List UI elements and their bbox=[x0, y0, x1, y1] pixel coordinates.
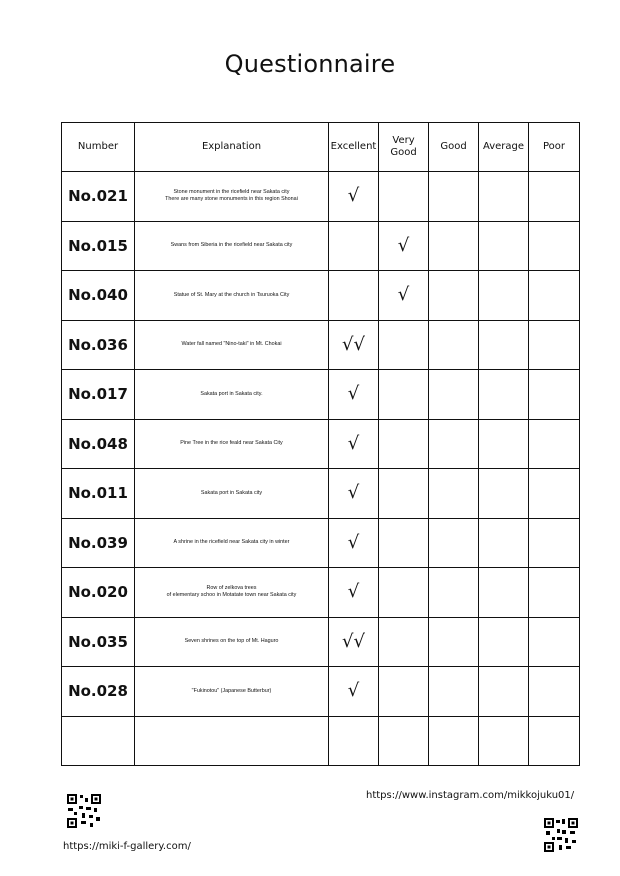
row-explanation bbox=[135, 518, 329, 568]
rating-poor-cell[interactable] bbox=[529, 469, 580, 519]
site-link[interactable]: https://miki-f-gallery.com/ bbox=[63, 841, 191, 852]
explanation-line-1: Pine Tree in the rice feald near Sakata City bbox=[180, 440, 283, 447]
rating-poor-cell[interactable] bbox=[529, 221, 580, 271]
questionnaire-table bbox=[61, 122, 580, 766]
table-row bbox=[62, 617, 580, 667]
rating-excellent-cell[interactable] bbox=[329, 716, 379, 766]
rating-good-cell[interactable] bbox=[429, 320, 479, 370]
header-number: Number bbox=[62, 123, 135, 172]
explanation-line-1: Stone monument in the ricefield near Sakata city bbox=[173, 189, 290, 196]
row-number: No.028 bbox=[62, 667, 135, 717]
explanation-line-1: Statue of St. Mary at the church in Tsuruoka City bbox=[173, 291, 290, 298]
rating-very-good-cell[interactable] bbox=[379, 320, 429, 370]
rating-good-cell[interactable] bbox=[429, 370, 479, 420]
rating-good-cell[interactable] bbox=[429, 568, 479, 618]
header-excellent: Excellent bbox=[329, 123, 379, 172]
rating-very-good-cell[interactable] bbox=[379, 568, 429, 618]
rating-excellent-cell[interactable]: √ bbox=[329, 172, 379, 222]
explanation-line-2: of elementary schoo in Motatate town near Sakata city bbox=[166, 592, 297, 599]
explanation-line-1: Sakata port in Sakata city bbox=[200, 489, 263, 496]
rating-excellent-cell[interactable] bbox=[329, 221, 379, 271]
header-very-good: Very Good bbox=[379, 123, 429, 172]
qr-code-site bbox=[66, 793, 102, 829]
table-row bbox=[62, 320, 580, 370]
instagram-link[interactable]: https://www.instagram.com/mikkojuku01/ bbox=[366, 790, 575, 801]
rating-very-good-cell[interactable] bbox=[379, 172, 429, 222]
table-row bbox=[62, 221, 580, 271]
rating-excellent-cell[interactable]: √√ bbox=[329, 617, 379, 667]
row-number: No.011 bbox=[62, 469, 135, 519]
rating-average-cell[interactable] bbox=[479, 271, 529, 321]
rating-excellent-cell[interactable]: √ bbox=[329, 568, 379, 618]
rating-average-cell[interactable] bbox=[479, 716, 529, 766]
row-number: No.015 bbox=[62, 221, 135, 271]
row-number: No.035 bbox=[62, 617, 135, 667]
rating-excellent-cell[interactable]: √ bbox=[329, 370, 379, 420]
rating-average-cell[interactable] bbox=[479, 469, 529, 519]
rating-excellent-cell[interactable]: √ bbox=[329, 667, 379, 717]
table-row bbox=[62, 667, 580, 717]
rating-poor-cell[interactable] bbox=[529, 716, 580, 766]
rating-poor-cell[interactable] bbox=[529, 320, 580, 370]
row-number: No.017 bbox=[62, 370, 135, 420]
explanation-line-1: Row of zelkova trees bbox=[206, 585, 257, 592]
table-row bbox=[62, 716, 580, 766]
table-row bbox=[62, 370, 580, 420]
rating-good-cell[interactable] bbox=[429, 172, 479, 222]
rating-poor-cell[interactable] bbox=[529, 617, 580, 667]
rating-average-cell[interactable] bbox=[479, 221, 529, 271]
row-number bbox=[62, 716, 135, 766]
rating-average-cell[interactable] bbox=[479, 568, 529, 618]
row-number: No.040 bbox=[62, 271, 135, 321]
rating-very-good-cell[interactable] bbox=[379, 469, 429, 519]
rating-average-cell[interactable] bbox=[479, 172, 529, 222]
rating-good-cell[interactable] bbox=[429, 469, 479, 519]
row-number: No.021 bbox=[62, 172, 135, 222]
table-row bbox=[62, 568, 580, 618]
rating-very-good-cell[interactable] bbox=[379, 370, 429, 420]
page-title: Questionnaire bbox=[224, 50, 396, 78]
rating-poor-cell[interactable] bbox=[529, 568, 580, 618]
rating-excellent-cell[interactable]: √ bbox=[329, 518, 379, 568]
rating-average-cell[interactable] bbox=[479, 370, 529, 420]
explanation-line-1: A shrine in the ricefield near Sakata city in winter bbox=[173, 539, 290, 546]
row-explanation bbox=[135, 617, 329, 667]
rating-good-cell[interactable] bbox=[429, 221, 479, 271]
header-row bbox=[62, 123, 580, 172]
rating-very-good-cell[interactable]: √ bbox=[379, 271, 429, 321]
explanation-line-1: Water fall named "Nino-taki" in Mt. Chokai bbox=[181, 341, 282, 348]
qr-code-instagram bbox=[543, 817, 579, 853]
table-row bbox=[62, 518, 580, 568]
table-row bbox=[62, 271, 580, 321]
table-row bbox=[62, 469, 580, 519]
header-average: Average bbox=[479, 123, 529, 172]
row-explanation bbox=[135, 172, 329, 222]
rating-good-cell[interactable] bbox=[429, 667, 479, 717]
row-explanation bbox=[135, 419, 329, 469]
row-explanation bbox=[135, 221, 329, 271]
rating-excellent-cell[interactable]: √√ bbox=[329, 320, 379, 370]
row-explanation bbox=[135, 667, 329, 717]
rating-poor-cell[interactable] bbox=[529, 271, 580, 321]
rating-very-good-cell[interactable] bbox=[379, 617, 429, 667]
rating-excellent-cell[interactable]: √ bbox=[329, 419, 379, 469]
table-row bbox=[62, 419, 580, 469]
rating-poor-cell[interactable] bbox=[529, 667, 580, 717]
rating-very-good-cell[interactable]: √ bbox=[379, 221, 429, 271]
header-explanation: Explanation bbox=[135, 123, 329, 172]
explanation-line-1: "Fukinotou" (Japanese Butterbur) bbox=[191, 687, 272, 694]
table-row bbox=[62, 172, 580, 222]
row-number: No.048 bbox=[62, 419, 135, 469]
rating-average-cell[interactable] bbox=[479, 518, 529, 568]
rating-poor-cell[interactable] bbox=[529, 518, 580, 568]
rating-good-cell[interactable] bbox=[429, 271, 479, 321]
rating-good-cell[interactable] bbox=[429, 716, 479, 766]
row-explanation bbox=[135, 271, 329, 321]
row-number: No.036 bbox=[62, 320, 135, 370]
rating-average-cell[interactable] bbox=[479, 667, 529, 717]
rating-average-cell[interactable] bbox=[479, 419, 529, 469]
row-explanation bbox=[135, 320, 329, 370]
row-explanation bbox=[135, 716, 329, 766]
header-good: Good bbox=[429, 123, 479, 172]
rating-poor-cell[interactable] bbox=[529, 419, 580, 469]
row-number: No.039 bbox=[62, 518, 135, 568]
row-explanation bbox=[135, 469, 329, 519]
explanation-line-1: Swans from Siberia in the ricefield near Sakata city bbox=[170, 242, 293, 249]
rating-average-cell[interactable] bbox=[479, 617, 529, 667]
rating-very-good-cell[interactable] bbox=[379, 716, 429, 766]
rating-average-cell[interactable] bbox=[479, 320, 529, 370]
rating-very-good-cell[interactable] bbox=[379, 419, 429, 469]
row-number: No.020 bbox=[62, 568, 135, 618]
rating-very-good-cell[interactable] bbox=[379, 667, 429, 717]
explanation-line-1: Seven shrines on the top of Mt. Haguro bbox=[184, 638, 279, 645]
rating-poor-cell[interactable] bbox=[529, 172, 580, 222]
rating-good-cell[interactable] bbox=[429, 419, 479, 469]
rating-excellent-cell[interactable] bbox=[329, 271, 379, 321]
rating-good-cell[interactable] bbox=[429, 617, 479, 667]
rating-good-cell[interactable] bbox=[429, 518, 479, 568]
row-explanation bbox=[135, 370, 329, 420]
row-explanation bbox=[135, 568, 329, 618]
explanation-line-1: Sakata port in Sakata city. bbox=[200, 390, 263, 397]
explanation-line-2: There are many stone monuments in this region Shonai bbox=[165, 196, 298, 203]
header-poor: Poor bbox=[529, 123, 580, 172]
rating-very-good-cell[interactable] bbox=[379, 518, 429, 568]
rating-poor-cell[interactable] bbox=[529, 370, 580, 420]
rating-excellent-cell[interactable]: √ bbox=[329, 469, 379, 519]
